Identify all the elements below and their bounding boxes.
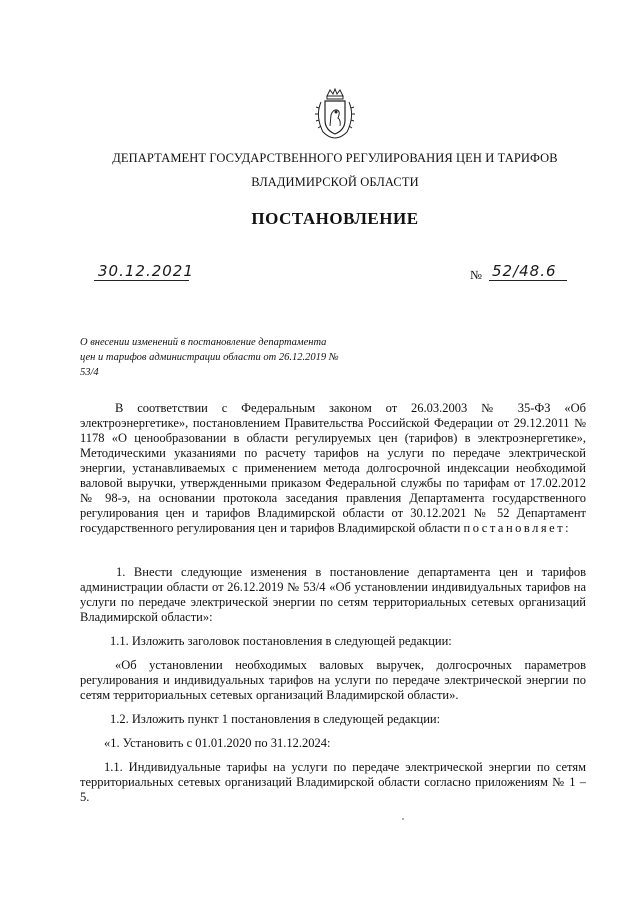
department-name: ДЕПАРТАМЕНТ ГОСУДАРСТВЕННОГО РЕГУЛИРОВАНИЯ ЦЕН И ТАРИФОВ (112, 151, 558, 165)
document-date: 30.12.2021 (98, 262, 194, 280)
date-underline (94, 280, 189, 281)
paragraph-1: 1. Внести следующие изменения в постановление департамента цен и тарифов администрации области от 26.12.2019 № 53/4 «Об установлении индивидуальных тарифов на услуги по передаче электрической энергии по сетям территориальных сетевых организаций Владимирской области»: (80, 565, 586, 624)
paragraph-new-point-1: «1. Установить с 01.01.2020 по 31.12.2024: (104, 736, 331, 750)
document-number: 52/48.6 (492, 262, 557, 280)
coat-of-arms-icon (313, 88, 357, 140)
paragraph-1-2: 1.2. Изложить пункт 1 постановления в следующей редакции: (110, 712, 441, 726)
paragraph-1-1: 1.1. Изложить заголовок постановления в следующей редакции: (110, 634, 452, 648)
preamble-text: В соответствии с Федеральным законом от 26.03.2003 № 35-ФЗ «Об электроэнергетике», постановлением Правительства Российской Федерации от 29.12.2011 № 1178 «О ценообразовании в области регулируемых цен (тарифов) в электроэнергетике», Методическими указаниями по расчету тарифов на услуги по передаче электрической энергии, устанавливаемых с применением метода долгосрочной индексации необходимой валовой выручки, утвержденными приказом Федеральной службы по тарифам от 17.02.2012 № 98-э, на основании протокола заседания правления Департамента государственного регулирования цен и тарифов Владимирской области от 30.12.2021 № 52 Департамент государственного регулирования цен и тарифов Владимирской области (80, 401, 586, 535)
number-sign: № (470, 268, 482, 282)
preamble-verb: постановляет: (463, 521, 572, 535)
paragraph-new-title: «Об установлении необходимых валовых выручек, долгосрочных параметров регулирования и индивидуальных тарифов на услуги по передаче электрической энергии по сетям территориальных сетевых организаций Владимирской области». (80, 658, 586, 702)
document-subject: О внесении изменений в постановление департамента цен и тарифов администрации области от 26.12.2019 № 53/4 (80, 337, 339, 378)
document-title: ПОСТАНОВЛЕНИЕ (251, 209, 419, 228)
number-underline (489, 280, 567, 281)
paragraph-new-point-1-1: 1.1. Индивидуальные тарифы на услуги по передаче электрической энергии по сетям территориальных сетевых организаций Владимирской области согласно приложениям № 1 – 5. (80, 760, 586, 804)
region-name: ВЛАДИМИРСКОЙ ОБЛАСТИ (251, 175, 419, 189)
scan-speck (402, 818, 404, 820)
paragraph-preamble (80, 401, 586, 536)
